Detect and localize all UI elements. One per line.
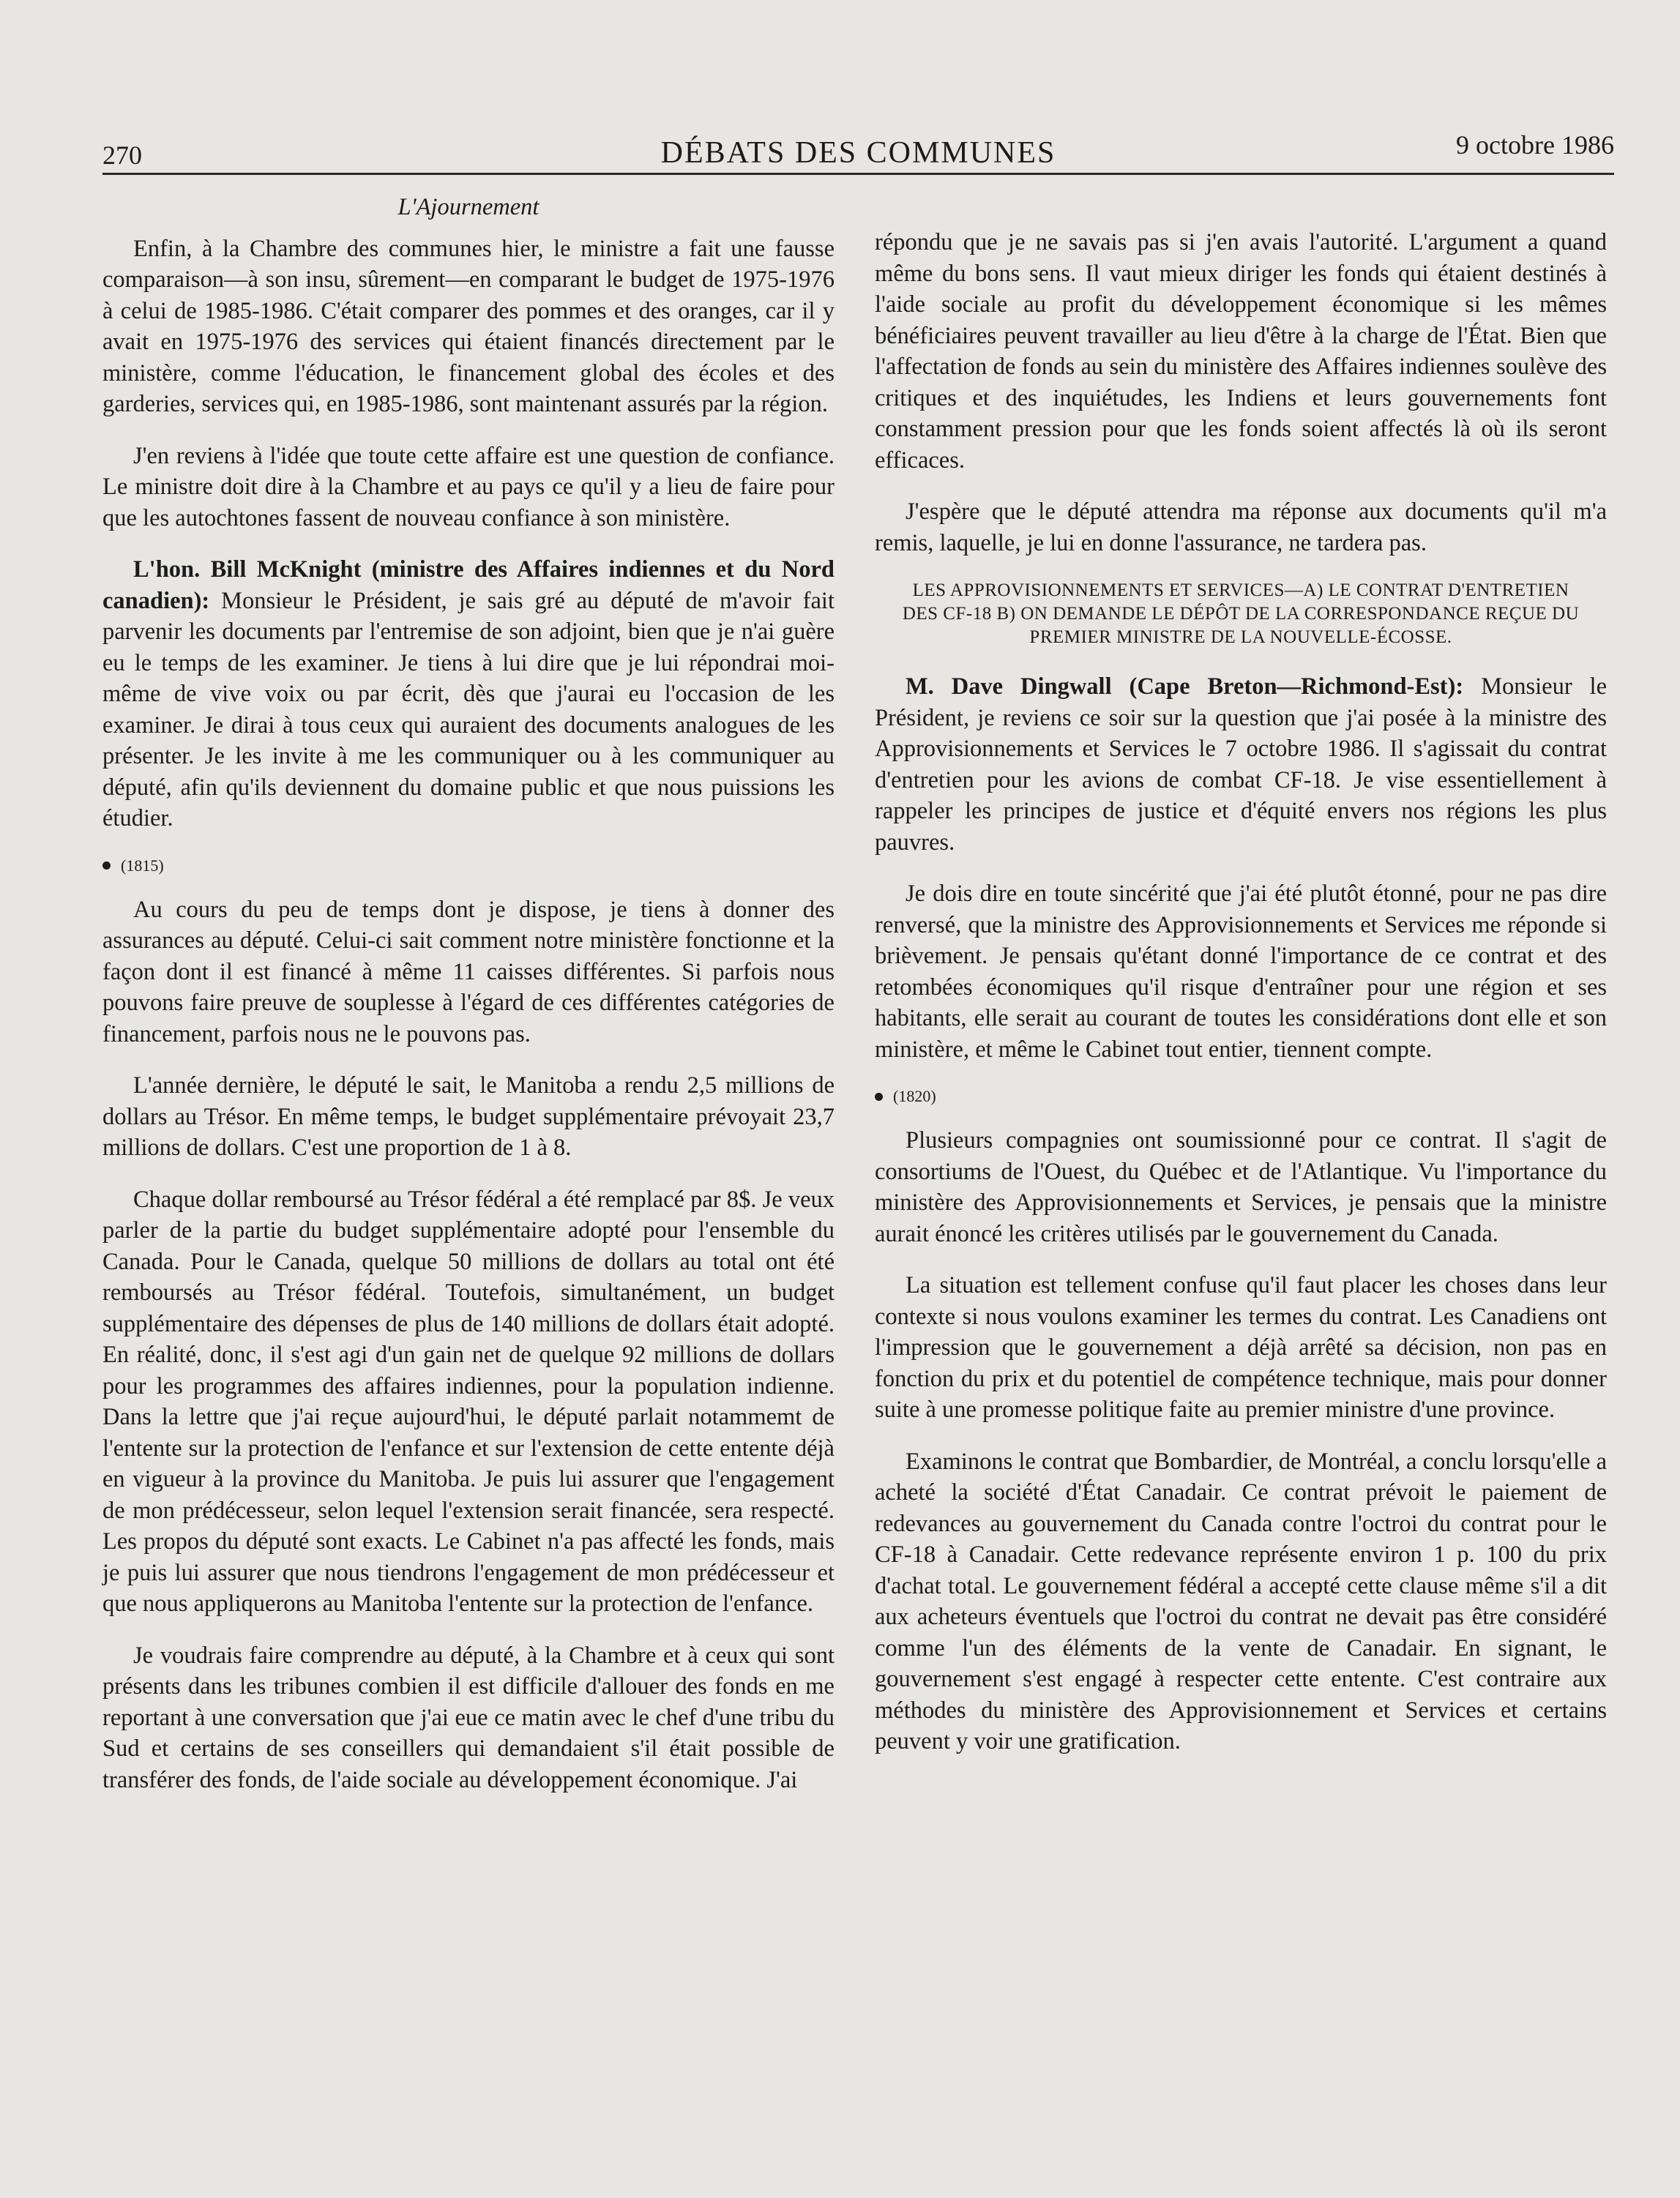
paragraph: Examinons le contrat que Bombardier, de Montréal, a conclu lorsqu'elle a acheté la société d'État Canadair. Ce contrat prévoit le paiement de redevances au gouvernement du Canada contre l'octroi du contrat pour le CF-18 à Canadair. Cette redevance représente environ 1 p. 100 du prix d'achat total. Le gouvernement fédéral a accepté cette clause même s'il a dit aux acheteurs éventuels que l'octroi du contrat ne devait pas être considéré comme l'un des éléments de la vente de Canadair. En signant, le gouvernement s'est engagé à respecter cette entente. C'est contraire aux méthodes du ministère des Approvisionnement et Services et certains peuvent y voir une gratification. — [875, 1448, 1607, 1754]
paragraph: L'année dernière, le député le sait, le Manitoba a rendu 2,5 millions de dollars au Trésor. En même temps, le budget supplémentaire prévoyait 23,7 millions de dollars. C'est une proportion de 1 à 8. — [102, 1072, 835, 1161]
time-marker — [102, 855, 835, 877]
bullet-icon — [875, 1093, 883, 1101]
subject-heading: LES APPROVISIONNEMENTS ET SERVICES—A) LE CONTRAT D'ENTRETIEN DES CF-18 B) ON DEMANDE LE DÉPÔT DE LA CORRESPONDANCE REÇUE DU PREMIER MINISTRE DE LA NOUVELLE-ÉCOSSE. — [902, 580, 1580, 647]
page-number: 270 — [102, 141, 142, 170]
paragraph: répondu que je ne savais pas si j'en avais l'autorité. L'argument a quand même du bons sens. Il vaut mieux diriger les fonds qui étaient destinés à l'aide sociale au profit du développement économique si les mêmes bénéficiaires peuvent travailler au lieu d'être à la charge de l'État. Bien que l'affectation de fonds au sein du ministère des Affaires indiennes soulève des critiques et des inquiétudes, les Indiens et leurs gouvernements font constamment pression pour que les fonds soient affectés là où ils seront efficaces. — [875, 229, 1607, 474]
paragraph: La situation est tellement confuse qu'il faut placer les choses dans leur contexte si nous voulons examiner les termes du contrat. Les Canadiens ont l'impression que le gouvernement a déjà arrêté sa décision, non pas en fonction du prix et du potentiel de compétence technique, mais pour donner suite à une promesse politique faite au premier ministre d'une province. — [875, 1272, 1607, 1423]
left-column — [102, 192, 835, 1816]
paragraph: Je voudrais faire comprendre au député, à la Chambre et à ceux qui sont présents dans les tribunes combien il est difficile d'allouer des fonds en me reportant à une conversation que j'ai eue ce matin avec le chef d'une tribu du Sud et certains de ses conseillers qui demandaient s'il était possible de transférer des fonds, de l'aide sociale au développement économique. J'ai — [102, 1642, 835, 1793]
right-column — [875, 227, 1607, 1778]
page-header — [102, 129, 1614, 173]
running-title: DÉBATS DES COMMUNES — [660, 136, 1056, 170]
header-rule — [102, 173, 1614, 175]
speech-text: Monsieur le Président, je sais gré au député de m'avoir fait parvenir les documents par l'entremise de son adjoint, bien que je n'ai guère eu le temps de les examiner. Je tiens à lui dire que je lui répondrai moi-même de vive voix ou par écrit, dès que j'aurai eu l'occasion de les examiner. Je dirai à tous ceux qui auraient des documents analogues de les présenter. Je les invite à me les communiquer ou à les communiquer au député, afin qu'ils deviennent du domaine public et que nous puissions les étudier. — [102, 587, 835, 831]
speaker-name: L'hon. Bill McKnight (ministre des Affaires indiennes et du Nord canadien): — [102, 556, 835, 614]
paragraph: J'en reviens à l'idée que toute cette affaire est une question de confiance. Le ministre doit dire à la Chambre et au pays ce qu'il y a lieu de faire pour que les autochtones fassent de nouveau confiance à son ministère. — [102, 442, 835, 531]
bullet-icon — [102, 861, 111, 870]
speech-paragraph — [875, 671, 1607, 858]
paragraph: Plusieurs compagnies ont soumissionné pour ce contrat. Il s'agit de consortiums de l'Ouest, du Québec et de l'Atlantique. Vu l'importance du ministère des Approvisionnements et Services, je pensais que la ministre aurait énoncé les critères utilisés par le gouvernement du Canada. — [875, 1127, 1607, 1247]
speaker-name: M. Dave Dingwall (Cape Breton—Richmond-Est): — [906, 673, 1464, 700]
time-marker-label: (1815) — [121, 856, 164, 875]
paragraph: Chaque dollar remboursé au Trésor fédéral a été remplacé par 8$. Je veux parler de la partie du budget supplémentaire adopté pour l'ensemble du Canada. Pour le Canada, quelque 50 millions de dollars au total ont été remboursés au Trésor fédéral. Toutefois, simultanément, un budget supplémentaire des dépenses de plus de 140 millions de dollars était adopté. En réalité, donc, il s'est agi d'un gain net de quelque 92 millions de dollars pour les programmes des affaires indiennes, pour la population indienne. Dans la lettre que j'ai reçue aujourd'hui, le député parlait notammemt de l'entente sur la protection de l'enfance et sur l'extension de cette entente déjà en vigueur à la province du Manitoba. Je puis lui assurer que l'engagement de mon prédécesseur, selon lequel l'extension serait financée, sera respecté. Les propos du député sont exacts. Le Cabinet n'a pas affecté les fonds, mais je puis lui assurer que nous tiendrons l'engagement de mon prédécesseur et que nous appliquerons au Manitoba l'entente sur la protection de l'enfance. — [102, 1186, 835, 1617]
paragraph: Je dois dire en toute sincérité que j'ai été plutôt étonné, pour ne pas dire renversé, que la ministre des Approvisionnements et Services me réponde si brièvement. Je pensais qu'étant donné l'importance de ce contrat et des retombées économiques qu'il risque d'entraîner pour une région et ses habitants, elle serait au courant de toutes les considérations dont elle et son ministère, et même le Cabinet tout entier, tiennent compte. — [875, 881, 1607, 1063]
time-marker — [875, 1085, 1607, 1107]
paragraph: Enfin, à la Chambre des communes hier, le ministre a fait une fausse comparaison—à son insu, sûrement—en comparant le budget de 1975-1976 à celui de 1985-1986. C'était comparer des pommes et des oranges, car il y avait en 1975-1976 des services qui étaient financés directement par le ministère, comme l'éducation, le financement global des écoles et des garderies, services qui, en 1985-1986, sont maintenant assurés par la région. — [102, 235, 835, 417]
section-title: L'Ajournement — [397, 194, 540, 220]
header-date: 9 octobre 1986 — [1456, 130, 1614, 160]
time-marker-label: (1820) — [893, 1087, 936, 1105]
paragraph: Au cours du peu de temps dont je dispose, je tiens à donner des assurances au député. Celui-ci sait comment notre ministère fonctionne et la façon dont il est financé à même 11 caisses différentes. Si parfois nous pouvons faire preuve de souplesse à l'égard de ces différentes catégories de financement, parfois nous ne le pouvons pas. — [102, 896, 835, 1047]
speech-paragraph — [102, 554, 835, 834]
paragraph: J'espère que le député attendra ma réponse aux documents qu'il m'a remis, laquelle, je lui en donne l'assurance, ne tardera pas. — [875, 498, 1607, 556]
speech-text: Monsieur le Président, je reviens ce soir sur la question que j'ai posée à la ministre des Approvisionnements et Services le 7 octobre 1986. Il s'agissait du contrat d'entretien pour les avions de combat CF-18. Je vise essentiellement à rappeler les principes de justice et d'équité envers nos régions les plus pauvres. — [875, 673, 1607, 856]
